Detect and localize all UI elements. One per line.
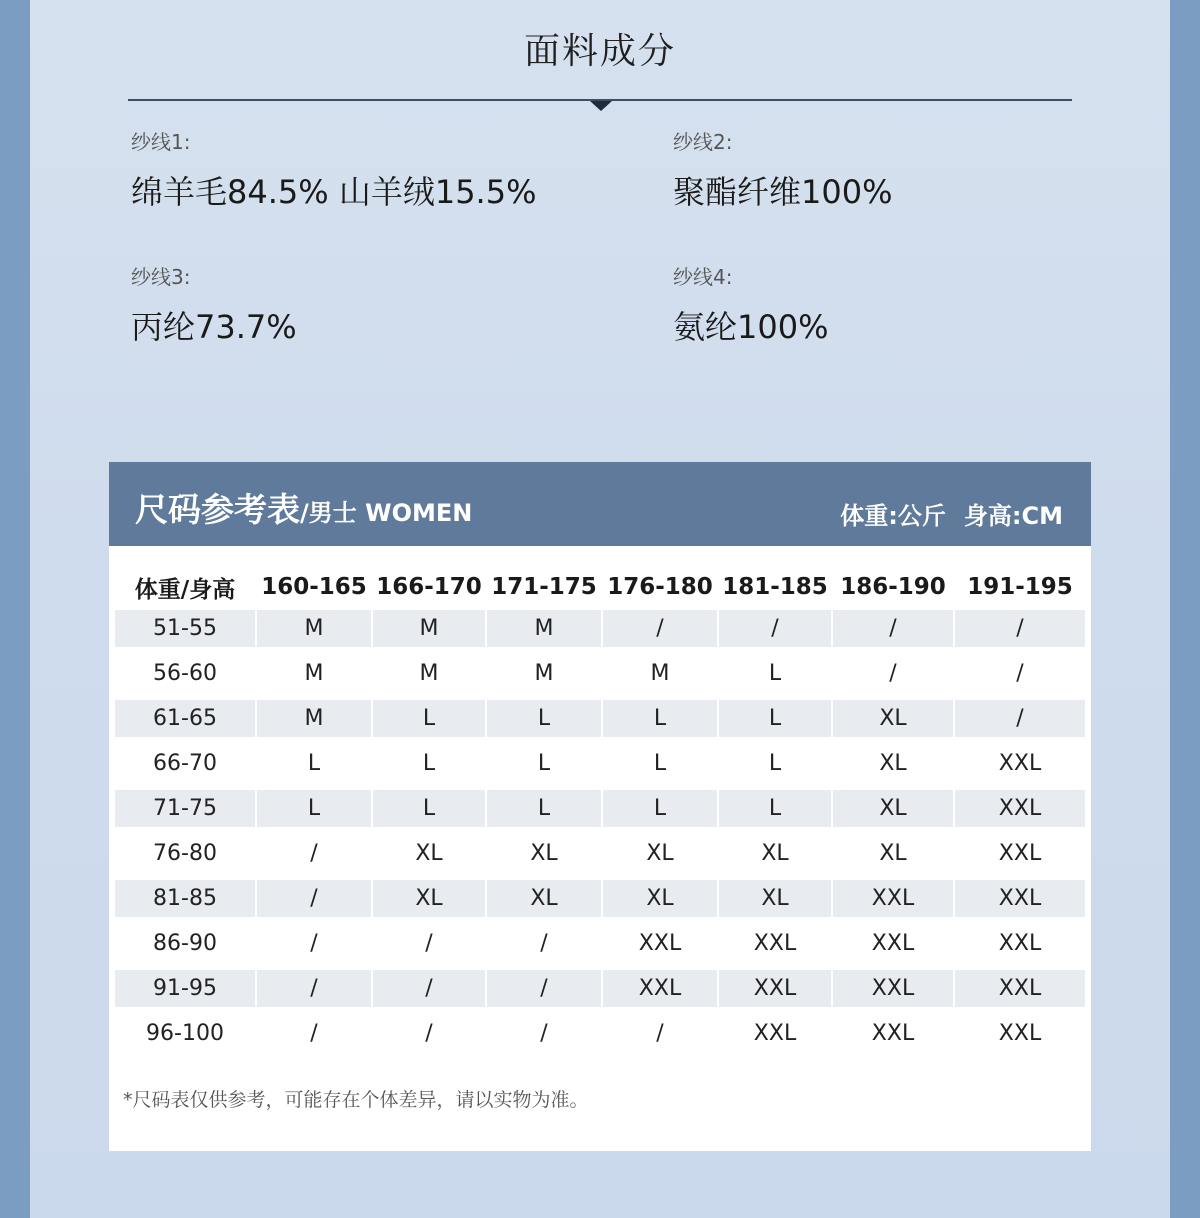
size-cell: M bbox=[373, 610, 485, 647]
height-header: 160-165 bbox=[261, 574, 367, 600]
size-cell: M bbox=[487, 610, 601, 647]
height-header: 171-175 bbox=[491, 574, 597, 600]
size-cell: L bbox=[603, 700, 717, 737]
size-cell: M bbox=[419, 661, 439, 686]
row-gap bbox=[115, 872, 1085, 880]
size-cell: XL bbox=[833, 700, 953, 737]
size-cell: XL bbox=[879, 751, 907, 776]
unit-height: 身高:CM bbox=[963, 502, 1063, 530]
size-cell: L bbox=[719, 790, 831, 827]
size-cell: / bbox=[373, 970, 485, 1007]
height-header: 186-190 bbox=[840, 574, 946, 600]
row-gap-cell bbox=[115, 647, 1085, 655]
row-gap-cell bbox=[115, 782, 1085, 790]
size-table bbox=[113, 564, 1087, 1052]
yarn-1-label: 纱线1: bbox=[131, 130, 191, 154]
size-cell: / bbox=[425, 1021, 433, 1046]
size-cell: / bbox=[833, 610, 953, 647]
yarn-3 bbox=[131, 263, 297, 349]
size-cell: M bbox=[304, 661, 324, 686]
size-cell: XXL bbox=[955, 790, 1085, 827]
table-row bbox=[115, 835, 1085, 872]
height-header: 181-185 bbox=[722, 574, 828, 600]
size-chart-card bbox=[109, 462, 1091, 1151]
unit-weight: 体重:公斤 bbox=[840, 502, 946, 530]
row-gap bbox=[115, 962, 1085, 970]
table-row bbox=[115, 1015, 1085, 1052]
row-gap bbox=[115, 1007, 1085, 1015]
size-cell: XL bbox=[879, 841, 907, 866]
size-cell: L bbox=[373, 700, 485, 737]
size-cell: / bbox=[310, 1021, 318, 1046]
size-chart-units bbox=[840, 498, 1063, 534]
yarn-2 bbox=[673, 128, 893, 214]
row-gap bbox=[115, 692, 1085, 700]
size-cell: XL bbox=[487, 880, 601, 917]
size-cell: M bbox=[650, 661, 670, 686]
size-cell: L bbox=[719, 700, 831, 737]
size-cell: / bbox=[1016, 661, 1024, 686]
yarn-3-label: 纱线3: bbox=[131, 265, 191, 289]
weight-cell: 81-85 bbox=[115, 880, 255, 917]
weight-cell: 86-90 bbox=[153, 931, 217, 956]
table-row bbox=[115, 745, 1085, 782]
height-header: 191-195 bbox=[967, 574, 1073, 600]
row-gap bbox=[115, 827, 1085, 835]
size-cell: / bbox=[257, 970, 371, 1007]
yarn-1 bbox=[131, 128, 537, 214]
yarn-2-label: 纱线2: bbox=[673, 130, 733, 154]
size-cell: XXL bbox=[753, 931, 797, 956]
size-cell: XXL bbox=[833, 880, 953, 917]
size-chart-title bbox=[135, 488, 472, 535]
height-header: 176-180 bbox=[607, 574, 713, 600]
size-chart-header bbox=[109, 462, 1091, 546]
size-cell: L bbox=[307, 751, 321, 776]
size-cell: L bbox=[653, 751, 667, 776]
size-cell: XL bbox=[530, 841, 558, 866]
weight-cell: 61-65 bbox=[115, 700, 255, 737]
size-cell: / bbox=[257, 880, 371, 917]
size-cell: / bbox=[540, 1021, 548, 1046]
row-gap-cell bbox=[115, 737, 1085, 745]
yarn-4-label: 纱线4: bbox=[673, 265, 733, 289]
size-cell: XXL bbox=[871, 1021, 915, 1046]
yarn-3-value: 丙纶73.7% bbox=[131, 308, 297, 346]
yarn-4 bbox=[673, 263, 829, 349]
weight-cell: 91-95 bbox=[115, 970, 255, 1007]
size-cell: L bbox=[487, 700, 601, 737]
size-cell: XL bbox=[719, 880, 831, 917]
table-row bbox=[115, 970, 1085, 1007]
row-gap-cell bbox=[115, 962, 1085, 970]
row-gap bbox=[115, 917, 1085, 925]
row-gap bbox=[115, 737, 1085, 745]
size-cell: XXL bbox=[753, 1021, 797, 1046]
size-chart-footnote: *尺码表仅供参考，可能存在个体差异，请以实物为准。 bbox=[123, 1089, 589, 1111]
size-cell: L bbox=[373, 790, 485, 827]
size-cell: XXL bbox=[871, 931, 915, 956]
table-row bbox=[115, 880, 1085, 917]
size-cell: / bbox=[487, 970, 601, 1007]
size-cell: M bbox=[257, 700, 371, 737]
size-cell: L bbox=[537, 751, 551, 776]
size-cell: XXL bbox=[603, 970, 717, 1007]
weight-cell: 66-70 bbox=[153, 751, 217, 776]
weight-cell: 51-55 bbox=[115, 610, 255, 647]
size-table-body bbox=[115, 610, 1085, 1052]
size-cell: XXL bbox=[955, 970, 1085, 1007]
table-row bbox=[115, 790, 1085, 827]
row-gap-cell bbox=[115, 1007, 1085, 1015]
size-cell: L bbox=[257, 790, 371, 827]
size-cell: XXL bbox=[998, 841, 1042, 866]
table-row bbox=[115, 925, 1085, 962]
size-cell: / bbox=[955, 700, 1085, 737]
size-cell: / bbox=[540, 931, 548, 956]
size-cell: XL bbox=[603, 880, 717, 917]
size-cell: L bbox=[603, 790, 717, 827]
size-chart-subtitle: /男士 WOMEN bbox=[300, 499, 473, 527]
weight-cell: 76-80 bbox=[153, 841, 217, 866]
size-cell: / bbox=[955, 610, 1085, 647]
size-cell: M bbox=[257, 610, 371, 647]
size-cell: L bbox=[768, 751, 782, 776]
yarn-1-value: 绵羊毛84.5% 山羊绒15.5% bbox=[131, 173, 537, 211]
size-cell: XXL bbox=[998, 751, 1042, 776]
size-cell: / bbox=[310, 841, 318, 866]
row-gap-cell bbox=[115, 827, 1085, 835]
size-table-header-row bbox=[115, 564, 1085, 610]
size-cell: XL bbox=[415, 841, 443, 866]
yarn-4-value: 氨纶100% bbox=[673, 308, 829, 346]
row-gap bbox=[115, 647, 1085, 655]
size-cell: / bbox=[656, 1021, 664, 1046]
size-cell: XXL bbox=[833, 970, 953, 1007]
weight-cell: 71-75 bbox=[115, 790, 255, 827]
size-cell: M bbox=[534, 661, 554, 686]
weight-cell: 56-60 bbox=[153, 661, 217, 686]
size-cell: XXL bbox=[955, 880, 1085, 917]
size-cell: XXL bbox=[638, 931, 682, 956]
size-cell: / bbox=[889, 661, 897, 686]
size-cell: XL bbox=[761, 841, 789, 866]
corner-header: 体重/身高 bbox=[134, 576, 236, 603]
table-row bbox=[115, 700, 1085, 737]
size-cell: XL bbox=[373, 880, 485, 917]
size-cell: / bbox=[310, 931, 318, 956]
row-gap bbox=[115, 782, 1085, 790]
size-cell: XXL bbox=[719, 970, 831, 1007]
row-gap-cell bbox=[115, 917, 1085, 925]
size-cell: L bbox=[422, 751, 436, 776]
weight-cell: 96-100 bbox=[146, 1021, 224, 1046]
fabric-section-title: 面料成分 bbox=[523, 31, 676, 72]
height-header: 166-170 bbox=[376, 574, 482, 600]
size-chart-title-text: 尺码参考表 bbox=[135, 490, 300, 529]
triangle-down-icon bbox=[590, 101, 612, 111]
size-cell: / bbox=[425, 931, 433, 956]
table-row bbox=[115, 655, 1085, 692]
size-cell: L bbox=[768, 661, 782, 686]
size-cell: / bbox=[603, 610, 717, 647]
size-cell: XL bbox=[646, 841, 674, 866]
row-gap-cell bbox=[115, 692, 1085, 700]
size-cell: XL bbox=[833, 790, 953, 827]
size-cell: XXL bbox=[998, 1021, 1042, 1046]
table-row bbox=[115, 610, 1085, 647]
size-cell: L bbox=[487, 790, 601, 827]
yarn-2-value: 聚酯纤维100% bbox=[673, 173, 893, 211]
size-cell: XXL bbox=[998, 931, 1042, 956]
row-gap-cell bbox=[115, 872, 1085, 880]
size-cell: / bbox=[719, 610, 831, 647]
